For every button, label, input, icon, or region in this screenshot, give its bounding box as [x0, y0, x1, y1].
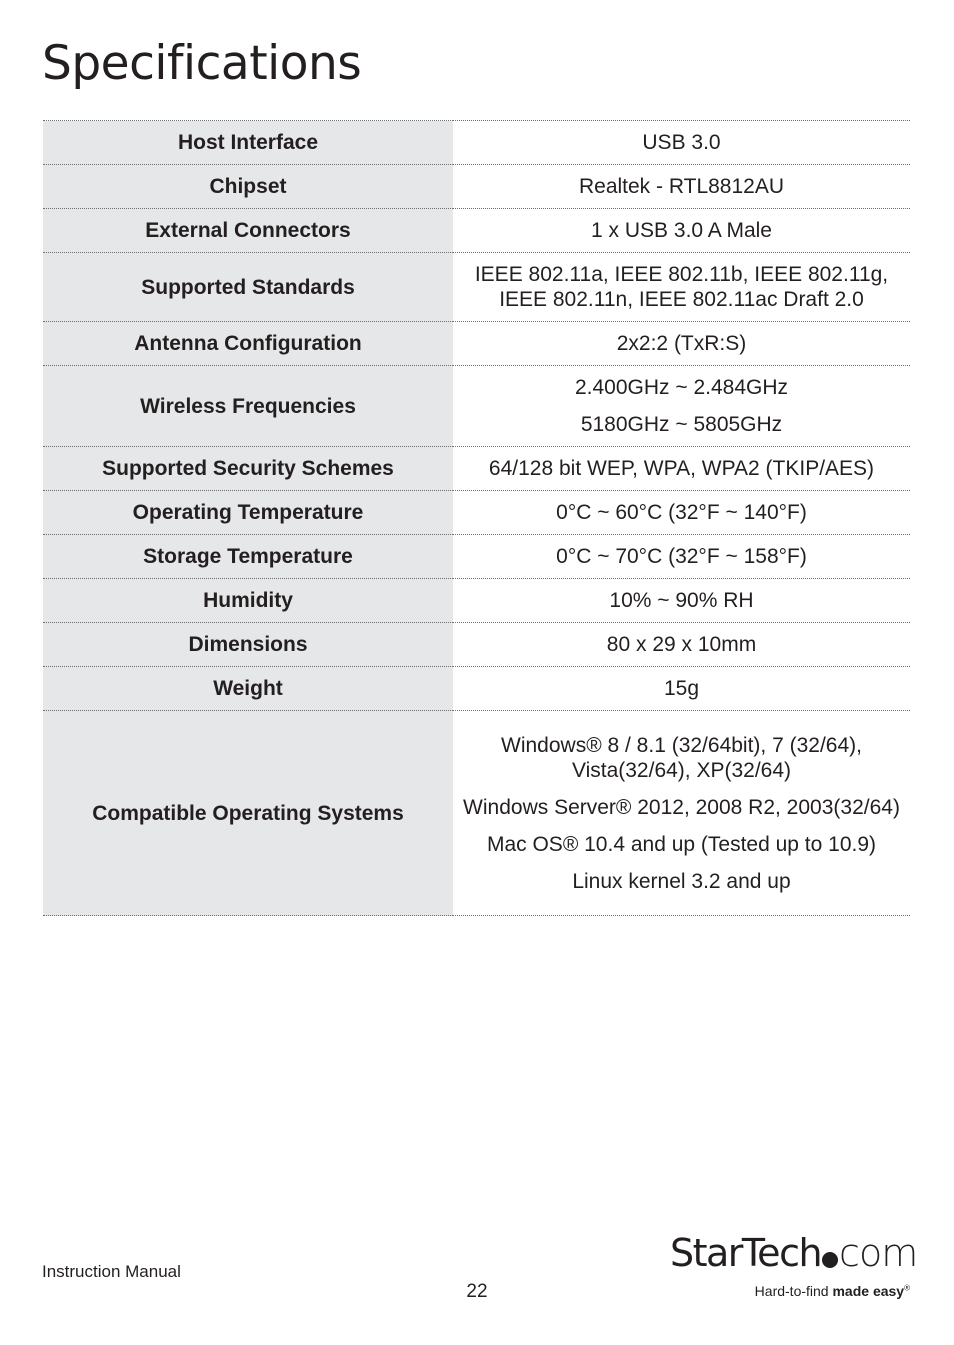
spec-label: Humidity	[43, 579, 453, 623]
spec-label: Weight	[43, 667, 453, 711]
specifications-table	[43, 120, 910, 916]
table-row	[43, 121, 910, 165]
spec-value-text: 10% ~ 90% RH	[609, 589, 754, 612]
spec-label: Supported Standards	[43, 253, 453, 322]
spec-value-text: 1 x USB 3.0 A Male	[591, 219, 772, 242]
table-row	[43, 667, 910, 711]
spec-value	[453, 535, 910, 579]
table-row	[43, 165, 910, 209]
logo-dot-icon	[822, 1252, 838, 1268]
spec-value-text: 0°C ~ 60°C (32°F ~ 140°F)	[556, 501, 807, 524]
footer-document-type: Instruction Manual	[42, 1262, 181, 1281]
table-row	[43, 623, 910, 667]
spec-value-text: Realtek - RTL8812AU	[578, 175, 785, 198]
spec-value-text: Mac OS® 10.4 and up (Tested up to 10.9)	[486, 832, 877, 856]
spec-label: Wireless Frequencies	[43, 366, 453, 447]
table-row	[43, 209, 910, 253]
spec-value	[453, 366, 910, 447]
spec-value-text: 0°C ~ 70°C (32°F ~ 158°F)	[556, 545, 807, 568]
table-row	[43, 579, 910, 623]
spec-value	[453, 667, 910, 711]
logo-tagline	[755, 1283, 910, 1299]
logo-brand-suffix: com	[839, 1231, 918, 1275]
startech-logo	[670, 1230, 918, 1302]
logo-wordmark	[670, 1230, 917, 1276]
table-row	[43, 535, 910, 579]
tagline-registered-mark: ®	[904, 1283, 910, 1293]
spec-value-text: Windows Server® 2012, 2008 R2, 2003(32/64)	[463, 795, 900, 819]
spec-label: External Connectors	[43, 209, 453, 253]
spec-value	[453, 711, 910, 916]
table-row	[43, 711, 910, 916]
spec-value	[453, 209, 910, 253]
spec-value	[453, 121, 910, 165]
spec-value-text: 80 x 29 x 10mm	[606, 633, 757, 656]
table-row	[43, 322, 910, 366]
spec-label: Supported Security Schemes	[43, 447, 453, 491]
spec-value	[453, 253, 910, 322]
spec-value	[453, 322, 910, 366]
spec-value-text: IEEE 802.11a, IEEE 802.11b, IEEE 802.11g, IEEE 802.11n, IEEE 802.11ac Draft 2.0	[474, 263, 889, 311]
spec-value-text: 5180GHz ~ 5805GHz	[580, 413, 783, 436]
page-number: 22	[466, 1281, 488, 1302]
spec-value-text: Linux kernel 3.2 and up	[572, 869, 791, 893]
tagline-bold: made easy	[832, 1283, 905, 1299]
table-row	[43, 253, 910, 322]
spec-label: Compatible Operating Systems	[43, 711, 453, 916]
tagline-light: Hard-to-find	[754, 1283, 829, 1299]
page-title: Specifications	[42, 36, 362, 91]
spec-value-text: 64/128 bit WEP, WPA, WPA2 (TKIP/AES)	[488, 457, 875, 480]
table-row	[43, 447, 910, 491]
spec-value	[453, 623, 910, 667]
spec-value-text: 2x2:2 (TxR:S)	[616, 332, 747, 355]
table-row	[43, 491, 910, 535]
spec-value-text: USB 3.0	[642, 131, 721, 154]
spec-label: Antenna Configuration	[43, 322, 453, 366]
spec-label: Host Interface	[43, 121, 453, 165]
spec-value-text: 15g	[663, 677, 700, 700]
table-row	[43, 366, 910, 447]
spec-value-text: 2.400GHz ~ 2.484GHz	[574, 376, 789, 399]
logo-brand-prefix: StarTech	[670, 1231, 822, 1275]
spec-value	[453, 579, 910, 623]
spec-label: Operating Temperature	[43, 491, 453, 535]
spec-value-text: Windows® 8 / 8.1 (32/64bit), 7 (32/64), Vista(32/64), XP(32/64)	[501, 733, 862, 782]
spec-label: Dimensions	[43, 623, 453, 667]
spec-value	[453, 165, 910, 209]
spec-value	[453, 447, 910, 491]
spec-value	[453, 491, 910, 535]
spec-label: Chipset	[43, 165, 453, 209]
spec-label: Storage Temperature	[43, 535, 453, 579]
